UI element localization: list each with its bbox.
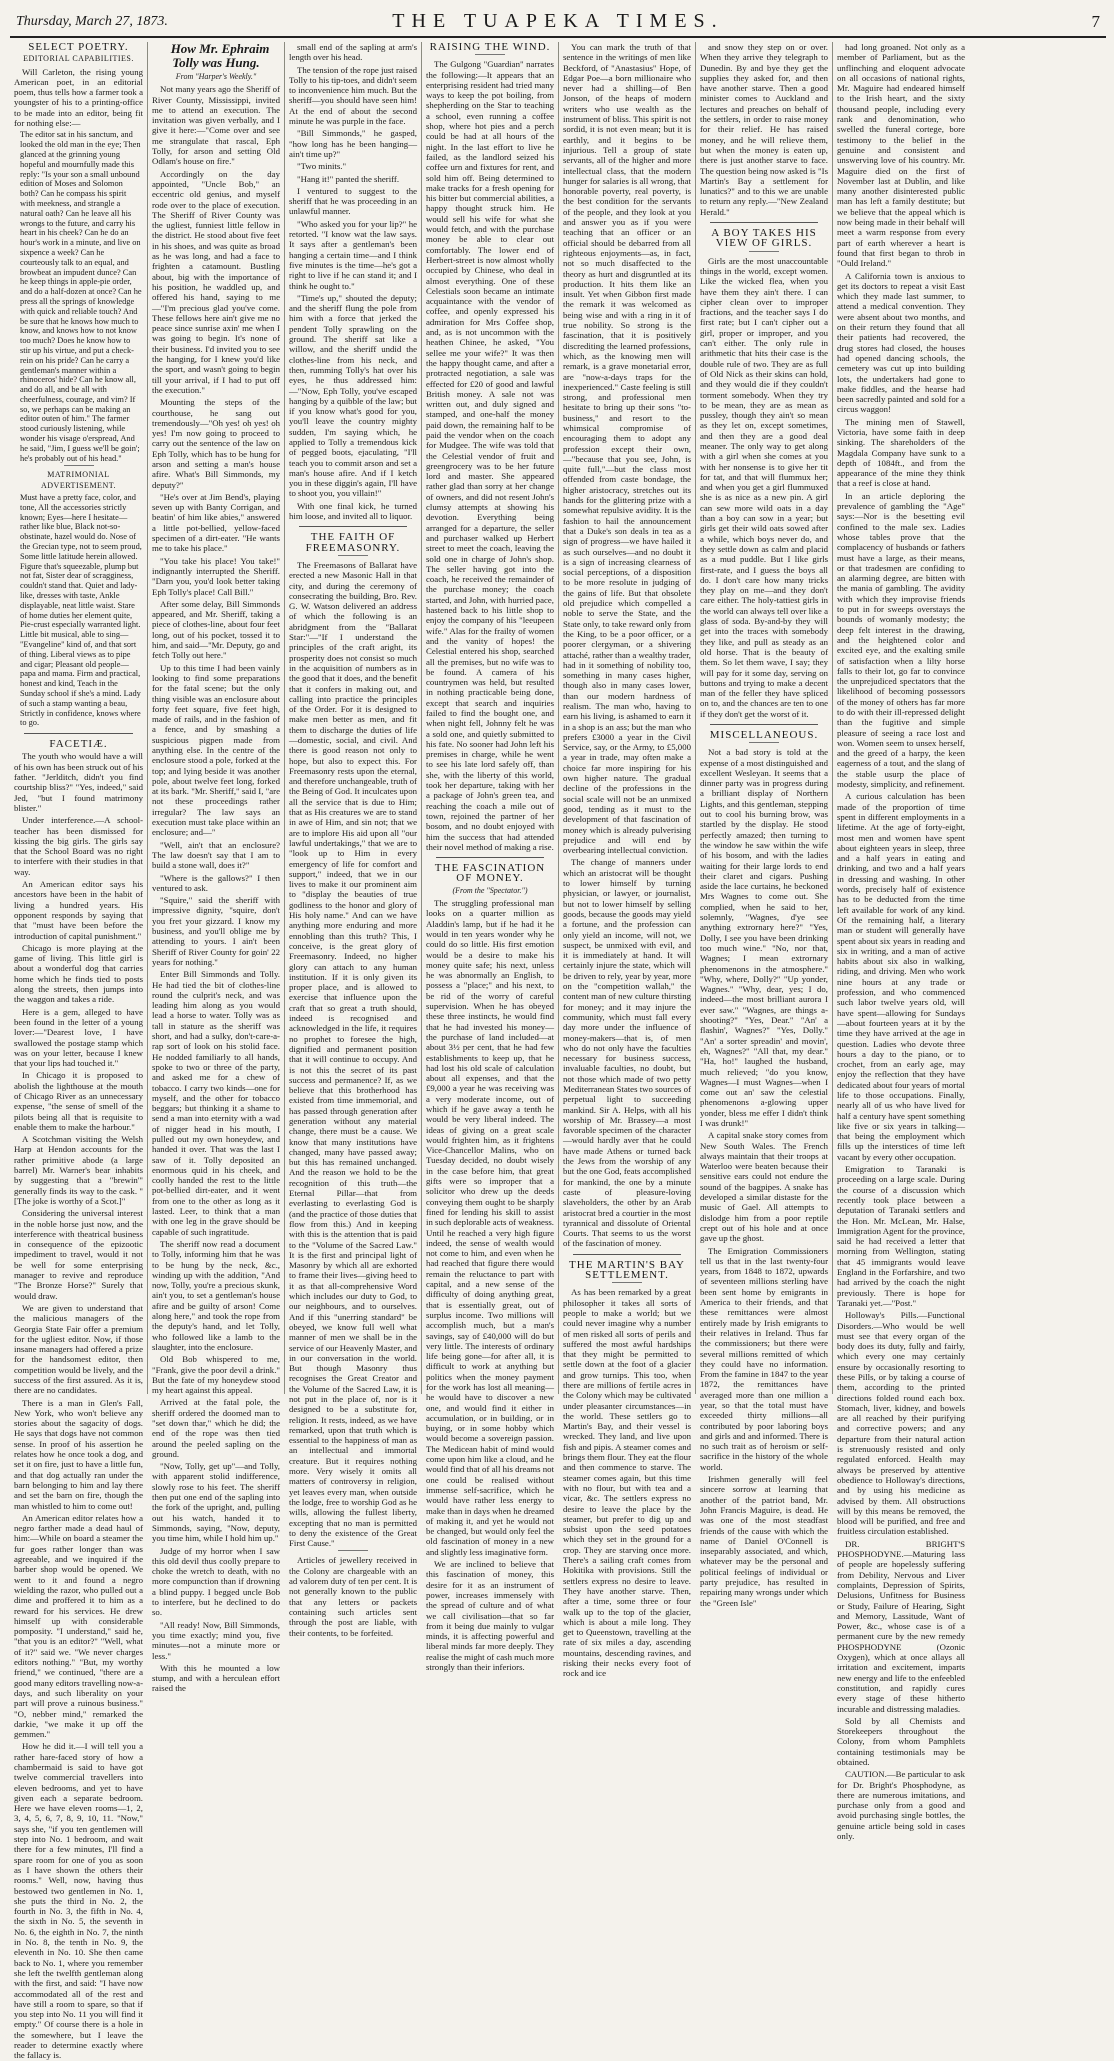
- article-paragraph: Under interference.—A school-teacher has been dismissed for kissing the big girls. The girls say that the School Board was no right to interfere with their studies in that way.: [14, 815, 143, 877]
- divider: [710, 724, 818, 725]
- divider: [749, 251, 779, 252]
- article-paragraph: The Emigration Commissioners tell us that in the last twenty-four years, from 1848 to 1872, upwards of seventeen millions sterling have been sent home by emigrants in America to their friends, and that these remittances were almost entirely made by Irish emigrants to their relatives in Ireland. Thus far the commissioners; but there were several millions remitted of which they could have no information. From the famine in 1847 to the year 1872, the remittances have averaged more than one million a year, so that the total must have exceeded thirty millions—all contributed by poor laboring boys and girls and and informed. There is no such trait as of heroism or self-sacrifice in the history of the whole world.: [700, 1245, 828, 1472]
- masthead: [10, 6, 1106, 38]
- article-paragraph: Here is a gem, alleged to have been found in the letter of a young lover:—"Dearest love, I have swallowed the postage stamp which was on your letter, because I knew that your lips had touched it.": [14, 1006, 143, 1069]
- article-paragraph: An American editor says his ancestors have been in the habit of living a hundred years. His opponent responds by saying that that "must have been before the introduction of capital punishment.": [14, 879, 143, 941]
- article-paragraph: "Time's up," shouted the deputy; and the sheriff flung the pole from him with a force that jerked the pendent Tolly sprawling on the ground. The sheriff sat like a willow, and the sheriff undid the clothes-line from his neck, and then, rumming Tolly's hat over his eyes, he thus addressed him:—"Now, Eph Tolly, you've escaped hanging by a quibble of the law; but if you know what's good for you, you'll leave the country mighty sudden, I'm saying which, he applied to Tolly a tremendous kick of pegged boots, ejaculating, "I'll teach you to commit arson and set a man's house afire. And if I ketch you in these diggin's again, I'll have to shoot you, you villain!": [289, 292, 417, 499]
- newspaper-title: THE TUAPEKA TIMES.: [392, 10, 724, 32]
- advertisement-paragraph: Sold by all Chemists and Storekeepers throughout the Colony, from whom Pamphlets containing testimonials may be obtained.: [837, 1715, 965, 1767]
- article-paragraph: A curious calculation has been made of the proportion of time spent in different employments in a lifetime. At the age of forty-eight, most men and women have spent about eighteen years in sleep, three and a half years in eating and drinking, and two and a half years in dressing and washing. In other words, precisely half of existence has to be deducted from the time left available for work of any kind. Of the remaining half, a literary man or student will generally have spent about six years in reading and six in writing, and a man of active habits about six also in walking, riding, and driving. Men who work nine hours at any trade or profession, and who commenced such labor twelve years old, will have spent—allowing for Sundays—about fourteen years at it by the time they have arrived at the age in question. Ladies who devote three hours a day to the piano, or to crochet, from an early age, may enjoy the reflection that they have dedicated about four years of mortal life to those occupations. Finally, nearly all of us who have lived for half a century have spent something like five or six years in talking—that being the employment which fills up the interstices of time left vacant by every other occupation.: [837, 791, 965, 1162]
- article-title-martins-bay: THE MARTIN'S BAY SETTLEMENT.: [569, 1258, 685, 1282]
- divider: [573, 1254, 681, 1255]
- poem-verse-matrimonial: Must have a pretty face, color, and tone, All the accessories strictly known; Eyes—here I hesitate—rather like blue, Black not-so-obstinate, hazel would do. Nose of the Grecian type, not to seem proud, Some little latitude herein allowed. Figure that's squeezable, plump but not fat, Sister dear of scragginess, couldn't stand that. Quiet and lady-like, dresses with taste, Ankle displayable, neat little waist. Stare of home duties her element quite, Pie-crust especially warranted light. Little bit musical, able to sing— "Evangeline" kind of, and that sort of thing. Liberal views as to pipe and cigar; Pleasant old people—papa and mama. Firm and practical, honest and kind, Teach in the Sunday school if she's a mind. Lady of such a stamp wanting a beau, Strictly in confidence, knows where to go.: [20, 493, 142, 728]
- section-heading-miscellaneous: MISCELLANEOUS.: [709, 729, 819, 741]
- article-paragraph: "Bill Simmonds," he gasped, "how long has he been hanging—ain't time up?": [289, 128, 417, 159]
- article-paragraph: As has been remarked by a great philosopher it takes all sorts of people to make a world; but we could never imagine why a number of men risked all sorts of perils and suffered the most awful hardships that they might be permitted to settle down at the foot of a glacier and grow turnips. This too, when there are millions of fertile acres in the Colony which may be cultivated under pleasanter circumstances—in the world. These settlers go to Martin's Bay, and their vessel is wrecked. They land, and live upon fish and pipis. A steamer comes and brings them flour. They eat the flour and then commence to starve. The steamer comes again, but this time with no flour, but with tea and a vicar, &c. The settlers express no desire to leave the place by the steamer, but prefer to dig up and subsist upon the seed potatoes which they set in the ground for a crop. They are starving once more. There's a sailing craft comes from Hokitika with provisions. Still the settlers express no desire to leave. They have another starve. Then, after a time, some three or four walk up to the top of the glacier, which is about a mile long. They get to Queenstown, travelling at the rate of six miles a day, ascending mountains, descending ravines, and risking their necks every foot of rock and ice: [563, 1287, 691, 1679]
- article-paragraph: The struggling professional man looks on a quarter million as Aladdin's lamp, but if he had it he would in ten years wonder why he could do so little. His first emotion would be a desire to make his money quite safe; his next, unless he was abnormally an English, to possess a "place;" and his next, to be rid of the worry of careful supervision. When he has obeyed these three instincts, he would find that he had invested his money—the purchase of land included—at about 3½ per cent, that he had few establishments to keep up, that he had lost his old scale of calculation about all expenses, and that the £9,000 a year he was receiving was a very moderate income, out of which if he gave away a tenth he would be very liberal indeed. The ideas of giving on a great scale would frighten him, as it frightens Vice-Chancellor Malins, who on Tuesday decided, no doubt wisely in the case before him, that great gifts were so improper that a solicitor who drew up the deeds conveying them ought to be sharply fined for lending his skill to assist in such deplorable acts of weakness. Until he reached a very high figure indeed, the sense of wealth would not come to him, and even when he had reached that figure there would remain the reluctance to part with capital, and a new sense of the difficulty of doing anything great, that is essentially great, out of surplus income. Two millions will accomplish much, but a man's savings, say of £40,000 will do but very little. The interests of ordinary life being gone—for after all, it is difficult to work at anything but politics when the money payment for the work has lost all meaning—he would have to discover a new one, and would find it either in accumulation, or in building, or in buying, or in some hobby which would become a sovereign passion. The Medicean habit of mind would come upon him like a cloud, and he would find that of all his dreams not one could be realised without immense self-sacrifice, which he would have rather less energy to make than in days when he dreamed of making it, and yet he would not be changed, but would only feel the old fascination of money in a new and slightly less imaginative form.: [426, 898, 555, 1557]
- divider: [338, 555, 368, 556]
- article-paragraph: "Now, Tolly, get up"—and Tolly, with apparent stolid indifference, slowly rose to his feet. The sheriff then put one end of the sapling into the fork of the upright, and, pulling out his watch, handed it to Simmonds, saying, "Now, deputy, you time him, while I hold him up.": [152, 1461, 280, 1544]
- article-paragraph: "All ready! Now, Bill Simmonds, you time exactly; mind you, five minutes—not a minute more or less.": [152, 1619, 280, 1661]
- article-paragraph: In an article deploring the prevalence of gambling the "Age" says:—Nor is the besetting evil confined to the male sex. Ladies whose tables prove that the complacency of husbands or fathers must have a large, as their means, or that tradesmen are confiding to an alarming degree, are bitten with the mania of gambling. The avidity with which they improvise friends to put in for sweeps overstays the bounds of womanly modesty; the deep felt interest in the drawing, and the heightened color and excited eye, and the exalting smile of satisfaction when a lilty horse falls to their lot, go far to convince the unprejudiced spectators that the likelihood of becoming possessors of the money of others has far more to do with their ill-repressed delight than the fugitive and simple pleasure of seeing a race lost and won. Women seem to unsex herself, and the greed of a harpy, the keen eagerness of a tout, and the slang of the stable usurp the place of modesty, simplicity, and refinement.: [837, 490, 965, 790]
- divider: [612, 1282, 642, 1283]
- article-paragraph: Judge of my horror when I saw this old devil thus coolly prepare to choke the wretch to death, with no more compunction than if drowning a blind puppy. I begged uncle Bob to interfere, but he declined to do so.: [152, 1545, 280, 1618]
- article-paragraph: In Chicago it is proposed to abolish the lighthouse at the mouth of Chicago River as an unnecessary expense, "the sense of smell of the pilots being all that is requisite to enable them to make the harbour.": [14, 1070, 143, 1132]
- poem-verse-editorial: The editor sat in his sanctum, and looked the old man in the eye; Then glanced at the grinning young hopeful and mournfully made this reply: "Is your son a small unbound edition of Moses and Solomon both? Can he compass his spirit with meekness, and strangle a natural oath? Can he leave all his wrongs to the future, and carry his heart in his cheek? Can he do an hour's work in a minute, and live on sixpence a week? Can he courteously talk to an equal, and browbeat an impudent dunce? Can he keep things in apple-pie order, and do a half-dozen at once? Can he press all the springs of knowledge with quick and reliable touch? And be sure that he knows how much to know, and knows how to not know too much? Does he know how to stir up his virtue, and put a check-rein on his pride? Can he carry a gentleman's manner within a rhinoceros' hide? Can he know all, and do all, and be all with cheerfulness, courage, and vim? If so, we perhaps can be making an editor outen of him." The farmer stood curiously listening, while wonder his visage o'erspread, And he said, "Jim, I guess we'll be goin'; he's probably out of his head.": [20, 130, 142, 463]
- article-source: From "Harper's Weekly.": [175, 72, 257, 81]
- article-title-freemasonry: THE FAITH OF FREEMASONRY.: [305, 531, 401, 554]
- article-paragraph: We are inclined to believe that this fascination of money, this desire for it as an instrument of power, increases immensely with the spread of culture and of what we call civilisation—that so far from it being due mainly to vulgar minds, it is affecting powerful and liberal minds far more deeply. They realise the might of cash much more strongly than their inferiors.: [426, 1559, 555, 1673]
- column-2: [147, 41, 284, 1694]
- section-heading-select-poetry: SELECT POETRY.: [28, 41, 129, 53]
- article-title-tolly: How Mr. Ephraim Tolly was Hung.: [170, 41, 270, 70]
- article-paragraph: The Freemasons of Ballarat have erected a new Masonic Hall in that city, and during the ceremony of consecrating the building, Bro. Rev. G. W. Watson delivered an address of which the following is an abridgment from the "Ballarat Star:"—"If I understand the principles of the craft aright, its prosperity does not consist so much in the acquisition of numbers as in the good that it does, and the benefit that it confers in making out, and calling into practice the principles of the Order. For it is designed to make men better as men, and fit them to discharge the duties of life—domestic, social, and civil. And there is good reason not only to hope, but also to expect this. For Freemasonry rests upon the eternal, and therefore unchangeable, truth of the Being of God. It inculcates upon all the service that is due to Him; that as His creatures we are to stand in awe of Him, and sin not; that we are to implore His aid upon all "our lawful undertakings," that we are to "look up to Him in every emergency of life for comfort and support," indeed, that we in our lives to make it our prominent aim to "display the beauties of true godliness to the honor and glory of His holy name." And can we have anything more enduring and more ennobling than this truth? This, I conceive, is the great glory of Freemasonry. Indeed, no higher glory can attach to any human institution. If it is only given its proper place, and is allowed to exercise that influence upon the craft that so great a truth should, indeed is recognised and acknowledged in the life, it requires no prophet to foresee the high, dignified and permanent position that it will continue to occupy. And is not this the secret of its past success and permanence? If, as we believe that this brotherhood has existed from time immemorial, and has passed through generation after generation without any material change, there must be a cause. We know that many institutions have changed, many have passed away; but this has remained unchanged. And the reason we hold to be the recognition of this truth—the Eternal Pillar—that from everlasting to everlasting God is (and the practice of those duties that flow from this.) And in keeping with this is the attention that is paid to the "Volume of the Sacred Law." It is the first and principal light of Masonry by which all are exhorted to frame their lives—giving heed to it as that all-comprehensive Word which includes our duty to God, to our neighbours, and to ourselves. And if this "unerring standard" be obeyed, we know full well what manner of men we shall be in the service of our Heavenly Master, and in our conversation in the world. But though Masonry thus recognises the Great Creator and the Volume of the Sacred Law, it is not put in the place of, nor is it designed to be a substitute for, religion. It rests, indeed, as we have remarked, upon that truth which is essential to the happiness of man as an intellectual and immortal creature. But it requires nothing more. Very wisely it omits all matters of controversy in religion, yet leaves every man, when outside the lodge, free to worship God as he wills, allowing the fullest liberty, excepting that no man is permitted to deny the existence of the Great First Cause.": [289, 559, 418, 1549]
- article-paragraph: How he did it.—I will tell you a rather hare-faced story of how a chambermaid is said to have got twelve commercial travellers into eleven bedrooms, and yet to have given each a separate bedroom. Here we have eleven rooms—1, 2, 3, 4, 5, 6, 7, 8, 9, 10, 11. "Now," says she, "if you ten gentlemen will step into No. 1 bedroom, and wait there for a few minutes, I'll find a spare room for one of you as soon as I have shown the others their rooms." Well, now, having thus bestowed two gentlemen in No. 1, she puts the third in No. 2, the fourth in No. 3, the fifth in No. 4, the sixth in No. 5, the seventh in No. 6, the eighth in No. 7, the ninth in No. 8, the tenth in No. 9, the eleventh in No. 10. She then came back to No. 1, where you remember she left the twelfth gentleman along with the first, and said: "I have now accommodated all of the rest and have still a room to spare, so that if you step into No. 11 you will find it empty." Of course there is a hole in the somewhere, but I leave the reader to determine exactly where the fallacy is.: [14, 1741, 143, 2061]
- article-source: (From the "Spectator."): [452, 885, 528, 895]
- article-paragraph: The tension of the rope just raised Tolly to his tip-toes, and didn't seem to inconvenience him much. But the sheriff—you should have seen him! At the end of about the second minute he was purple in the face.: [289, 64, 417, 127]
- article-paragraph: Not a bad story is told at the expense of a most distinguished and excellent Wesleyan. It seems that a dinner party was in progress during a brilliant display of Northern Lights, and this gentleman, stepping out to cool his burning brow, was startled by the display. He stood perfectly amazed; then turning to the window he saw within the wife of his bosom, and with the ladies waiting for their large lords to end their claret and cigars. Pushing aside the lace curtains, he beckoned Mrs Wagnes to come out. She complied, when he said to her, solemnly, "Wagnes, d'ye see anything extrornary here?" "Yes, Dolly, I see you have been drinking too much wine." "No, nor that, Wagnes; I mean extrornary phenomenons in the atmosphere." "Why, where, Dolly?" "Up yonder, Wagnes." "Why, dear, yes; I do, indeed—the most brilliant aurora I ever saw." "Wagnes, are things a-shooting?" "Yes, Dear." "An' a flashin', Wagnes?" "Yes, Dolly." "An' a sorter spreadin' and movin', eh, Wagnes?" "All that, my dear." "Ha, ho!" laughed the husband, much relieved; "do you know, Wagnes—I must Wagnes—when I come out an' saw the celestial phenomenons a-glowing upper yonder, bless me effer I didn't think I was drunk!": [700, 747, 828, 1128]
- article-paragraph: Girls are the most unaccountable things in the world, except women. Like the wicked flea, when you have them they ain't there. I can cipher clean over to improper fractions, and the teacher says I do first rate; but I can't cipher out a girl, proper or improper, and you can't either. The only rule in arithmetic that hits their case is the double rule of two. They are as full of Old Nick as their skins can hold, and they would die if they couldn't torment somebody. When they try to be mean, they are as mean as pussley, though they ain't so mean as they let on, except sometimes, and then they are a good deal meaner. The only way to get along with a girl when she comes at you with her nonsense is to give her tit for tat, and that will flummux her; and when you get a girl flummuxed she is as nice as a new pin. A girl can sew more wild oats in a day than a boy can sow in a year; but girls get their wild oats sowed after a while, which boys never do, and they settle down as calm and placid as a mud puddle. But I like girls first-rate, and I guess the boys all do. I don't care how many tricks they play on me—and they don't care either. The holy-tattiest girls in the world can always tell over like a glass of soda. By-and-by they will get into the traces with somebody they like, and pull as steady as an old horse. That is the beauty of them. So let them wave, I say; they will pay for it some day, serving on buttons and trying to make a decent man of the feller they have spliced on to, and the chances are ten to one if they don't get the worst of it.: [700, 255, 828, 719]
- article-paragraph: A California town is anxious to get its doctors to repeat a visit East which they made last summer, to attend a medical convention. They were absent about two months, and on their return they found that all their patients had recovered, the drug stores had closed, the houses had opened dancing schools, the cemetery was cut up into building lots, the undertakers had gone to make fiddles, and the hearse had been sacredly painted and sold for a circus waggon!: [837, 270, 965, 415]
- article-paragraph: The Gulgong "Guardian" narrates the following:—It appears that an enterprising resident had tried many ways to keep the pot boiling, from shepherding on the Star to teaching a school, even running a coffee shop, where hot pies and a perch could be had at all hours of the night. In the last effort to live he failed, as the landlord seized his coffee urn and fixtures for rent, and sold him off. Being determined to make tracks for a fresh opening for his bitter but commercial abilities, a happy thought struck him. He would sell his wife for what she would fetch, and with the purchase money be able to clear out comfortably. The lower end of Herbert-street is now almost wholly occupied by Chinese, who deal in almost everything. One of these Celestials soon became an intimate acquaintance with the vendor of coffee, and openly expressed his admiration for Mrs Coffee shop, and, as is not uncommon with the heathen Chinee, he asked, "You sellee me your wife?" It was then the happy thought came, and after a protracted negotiation, a sale was effected for £20 of good and lawful British money. A sale not was written out, and duly signed and stamped, and one-half the money paid down, the remaining half to be paid the vendor when on the coach for Mudgee. The wife was told that the Celestial vendor of fruit and greengrocery was to be her future lord and master. She appeared rather glad than sorry at her change of owners, and did not resent John's clumsy attempts at showing his devotion. Everything being arranged for a departure, the seller and purchaser walked up Herbert street to meet the coach, leaving the sold one in charge of John's shop. The seller having got into the coach, he received the remainder of the purchase money; the coach started, and John, with hurried pace, hastened back to his little shop to enjoy the company of his "leeupeen wife." Alas for the frailty of women and the vanity of hopes! the Celestial entered his shop, searched all the premises, but no wife was to be found. A camera of his countrymen was held, but resulted in nothing practicable being done, except that search and inquiries failed to find the bought one, and when night fell, Johnny felt he was a sold one, and quietly submitted to his fate. No sooner had John left his premises in charge, while he went to see his late lord safely off, than she, with the liberty of this world, took her departure, taking with her a package of John's green tea, and reaching the coach a mile out of town, rejoined the partner of her bosom, and no doubt enjoyed with him the success that had attended their novel method of making a rise.: [426, 59, 554, 852]
- article-paragraph: Considering the universal interest in the noble horse just now, and the interference with theatrical business in consequence of the epizootic impediment to travel, would it not be well for some enterprising manager to revive and reproduce "The Bronze Horse?" Surely that would draw.: [14, 1208, 143, 1301]
- article-paragraph: Mounting the steps of the courthouse, he sang out tremendously—"Oh yes! oh yes! oh yes! I'm now going to proceed to carry out the sentence of the law on Eph Tolly, which has to be hung for arson and setting a man's house afire. What's Bill Simmonds, my deputy?": [152, 397, 280, 490]
- article-paragraph: "You take his place! You take!" indignantly interrupted the Sheriff. "Darn you, you'd look better taking Eph Tolly's place! Call Bill.": [152, 555, 280, 597]
- column-6: [695, 42, 832, 1608]
- article-title-boy-view-of-girls: A BOY TAKES HIS VIEW OF GIRLS.: [711, 227, 817, 250]
- article-paragraph: With one final kick, he turned him loose, and invited all to liquor.: [289, 500, 417, 522]
- article-paragraph: The change of manners under which an aristocrat will be thought to lower himself by turning physician, or lawyer, or journalist, but not to lower himself by selling goods, because the goods may yield a fortune, and the profession can only yield an income, will not, we suspect, be unmixed with evil, and it is immediately at hand. It will certainly injure the state, which will be driven to rely, year by year, more on the "competition wallah," the content man of new culture thirsting for money; and it may injure the community, which must fall every day more under the influence of money-makers—that is, of men who do not only have the faculties necessary for business success, invaluable faculties, no doubt, but not those which made of two petty Mediterranean States two sources of perpetual light to succeeding mankind. Sir A. Helps, with all his worship of Mr. Brassey—a most favorable specimen of the character—would hardly aver that he could have made Athens or turned back the Jews from the worship of any but the one God, feats accomplished for mankind, the one by a minute caste of pleasure-loving slaveholders, the other by an Arab aristocrat bred a courtier in the most tyrannical and dissolute of Oriental Courts. That seems to us the worst of the fascination of money.: [563, 857, 692, 1249]
- poem-title-editorial-capabilities: EDITORIAL CAPABILITIES.: [23, 54, 134, 64]
- article-paragraph: We are given to understand that the malicious managers of the Georgia State Fair offer a premium for the ugliest editor. Now, if those insane managers had offered a prize for the handsomest editor, then competition would be lively, and the success of the first assured. As it is, there are no candidates.: [14, 1302, 143, 1396]
- poem-intro: Will Carleton, the rising young American poet, in an editorial poem, thus tells how a farmer took a youngster of his to a printing-office to be made into an editor, being fit for nothing else:—: [14, 66, 143, 129]
- article-paragraph: Irishmen generally will feel sincere sorrow at learning that another of the patriot band, Mr. John Francis Maguire, is dead. He was one of the most steadfast friends of the cause with which the name of Daniel O'Connell is inseparably associated, and which, whatever may be the personal and political feelings of individual or party prejudice, has resulted in repairing many wrongs under which the "Green Isle": [700, 1474, 828, 1608]
- article-paragraph: Up to this time I had been vainly looking to find some preparations for the fatal scene; but the only thing visible was an enclosure about forty feet square, five feet high, made of rails, and in the fashion of a fence, and by smashing a suspicious pigpen made from anything else. In the centre of the enclosure stood a pole, forked at the top; and lying beside it was another pole, about twelve feet long, forked at its bark. "Mr. Sheriff," said I, "are not these proceedings rather irregular? The law says an execution must take place within an enclosure; and—": [152, 662, 280, 838]
- divider: [710, 222, 818, 223]
- article-paragraph: Articles of jewellery received in the Colony are chargeable with an ad valorem duty of ten per cent. It is not generally known to the public that any letters or packets containing such articles sent through the post are liable, with their contents, to be forfeited.: [289, 1555, 417, 1638]
- poem-title-matrimonial: MATRIMONIAL ADVERTISEMENT.: [40, 470, 117, 490]
- column-4: [421, 41, 558, 1673]
- article-paragraph: Emigration to Taranaki is proceeding on a large scale. During the course of a discussion which recently took place between a deputation of Taranaki settlers and the Hon. Mr. McLean, Mr. Halse, Immigration Agent for the province, said he had received a letter that morning from Wellington, stating that 45 immigrants would leave England in the Forfarshire, and two had arrived by the coach the night previously. There is hope for Taranaki yet.—"Post.": [837, 1164, 965, 1308]
- column-5: [558, 42, 695, 1679]
- article-paragraph: A capital snake story comes from New South Wales. The French always maintain that their troops at Waterloo were beaten because their sensitive ears could not endure the sound of the bagpipes. A snake has developed a similar distaste for the music of Gael. All attempts to dislodge him from a poor reptile crept out of his hole and at once gave up the ghost.: [700, 1130, 828, 1244]
- article-title-raising-the-wind: RAISING THE WIND.: [429, 41, 551, 53]
- column-7: [832, 42, 969, 1842]
- article-title-fascination-of-money: THE FASCINATION OF MONEY.: [434, 862, 546, 885]
- article-paragraph: "Well, ain't that an enclosure? The law doesn't say that I am to build a stone wall, does it?": [152, 839, 280, 871]
- article-paragraph: "Two minits.": [297, 161, 347, 172]
- article-paragraph: "Where is the gallows?" I then ventured to ask.: [152, 872, 280, 893]
- column-1: [10, 41, 147, 2061]
- divider: [24, 733, 133, 734]
- article-paragraph: Accordingly on the day appointed, "Uncle Bob," an eccentric old genius, and myself rode over to the place of execution. The Sheriff of River County was the ugliest, funniest little fellow in the district. He stood about five feet in his shoes, and was quite as broad as he was long, and had a face to frighten a catamount. Bustling about, big with the importance of his position, he waddled up, and offered his hand, saying to me—"I'm precious glad you've come. These fellows here ain't give me no peace since sunrise axin' me when I was going to begin. It's none of their business. I'd invited you to see the hanging, for I knew you'd like the sport, and wasn't going to begin till your arrival, if I had to put off the execution.": [152, 168, 280, 395]
- advertisement-holloway: Holloway's Pills.—Functional Disorders.—Who would be well must see that every organ of the body does its duty, fully and fairly, which every one may certainly ensure by occasionally resorting to these Pills, or by taking a course of them, according to the printed directions folded round each box. Stomach, liver, kidney, and bowels are all reached by their purifying and corrective powers; and any departure from their natural action is strenuously resisted and only regulated enforced. Health may always be preserved by attentive obedience to Holloway's directions, and by using his medicine as advised by them. All obstructions will by this means be removed, the blood will be purified, and free and fruitless circulation established.: [837, 1310, 965, 1537]
- article-paragraph: "Squire," said the sheriff with impressive dignity, "squire, don't you fret your gizzard. I know my business, and you'll oblige me by attending to yours. I ain't been Sheriff of River County for goin' 22 years for nothing.": [152, 895, 280, 967]
- section-heading-facetiae: FACETIÆ.: [49, 738, 108, 751]
- article-paragraph: I ventured to suggest to the sheriff that he was proceeding in an unlawful manner.: [289, 185, 417, 217]
- advertisement-paragraph: CAUTION.—Be particular to ask for Dr. Bright's Phosphodyne, as there are numerous imitations, and purchase only from a good and avoid purchasing single bottles, the genuine article being sold in cases only.: [837, 1769, 965, 1842]
- article-paragraph: "Who asked you for your lip?" he retorted. "I know wat the law says. It says after a gentleman's been hanging a certain time—and I think five minutes is the time—he's got a right to live if he can stand it; and I think he ought to.": [289, 218, 417, 291]
- article-paragraph: A Scotchman visiting the Welsh Harp at Hendon accounts for the rather primitive abode (a large barrel) Mr. Warner's bear inhabits by suggesting that a "brewin'" generally finds its way to the cask. "[The joke is worthy of a Scot.]": [14, 1134, 143, 1206]
- article-paragraph: After some delay, Bill Simmonds appeared, and Mr. Sheriff, taking a piece of clothes-line, about four feet long, out of his pocket, tossed it to him, and said—"Mr. Deputy, go and fetch Tolly out here.": [152, 598, 280, 661]
- article-paragraph: Enter Bill Simmonds and Tolly. He had tied the bit of clothes-line round the culprit's neck, and was leading him along as you would lead a horse to water. Tolly was as tall in stature as the sheriff was short, and had a sulky, don't-care-a-rap sort of look on his stolid face. He nodded familiarly to all hands, spoke to two or three of the party, and asked me for a chew of tobacco. I carry two kinds—one for myself, and the other for tobacco beggars; but thinking it a shame to send a man into eternity with a wad of nigger head in his mouth, I pulled out my own honeydew, and handed it over. That was the last I saw of it. Tolly deposited an enormous quid in his cheek, and coolly handed the rest to the little pot-bellied dirt-eater, and it went from one to the other as long as it lasted. Leer, to think that a man with one leg in the grave should be capable of such ingratitude.: [152, 969, 280, 1237]
- article-paragraph: The sheriff now read a document to Tolly, informing him that he was to be hung by the neck, &c., winding up with the addition, "And now, Tolly, you're a precious skunk, ain't you, to set a gentleman's house afire and be guilty of arson! Come along here," and took the rope from the deputy's hand, and let Tolly, who followed like a lamb to the slaughter, into the enclosure.: [152, 1238, 280, 1352]
- article-paragraph: Chicago is more playing at the game of living. This little girl is about a wonderful dog that carries home which he finds tied to posts along the streets, then jumps into the waggon and takes a ride.: [14, 942, 143, 1005]
- divider: [436, 857, 544, 858]
- article-paragraph: You can mark the truth of that sentence in the writings of men like Beckford, of "Anastasius" Hope, of Edgar Poe—a born millionaire who never had a shilling—of Ben Jonson, of the heaps of modern writers who use wealth as the instrument of bliss. This spirit is not sordid, it is not even mean; but it is earthly, and it begins to be injurious. Tell a group of state servants, all of the higher and more intellectual class, that the modern hunger for salaries is all wrong, that honorable poverty, real poverty, is the best condition for the servants of the people, and they look at you and answer you as if you were teaching that an officer or an official should be debarred from all righteous enjoyments—as, in fact, not so much disaffected to the theory as hurt and disgruntled at its production. It hits them like an insult. Yet when Gibbon first made the remark it was welcomed as being wise and with a ring in it of true nobility. So strong is the fascination, that it is positively discrediting the learned professions, which, as the knowing men will remark, is a grave monetarial error, are "now-a-days traps for the inexperienced." Caste feeling is still strong, and professional men hesitate to bring up their sons "to-business," and resort to the whimsical compromise of encouraging them to adopt any profession except their own,—"because that you see, John, is quite full,"—but the class most offended from caste bondage, the higher aristocracy, stretches out its hands for the glittering prize with a somewhat repulsive avidity. It is the fashion to hail the announcement that a Duke's son deals in tea as a sign of progress—we have hailed it as such ourselves—and no doubt it is a sign of increasing clearness of social perceptions, of a disposition to be more resolute in judging of the gains of life. But that obsolete old prejudice which compelled a noble to serve the State, and the State only, to take reward only from the King, to be a poor officer, or a poorer clergyman, or a shivering attaché, rather than a wealthy trader, had in it something of nobility too, something in many cases higher, though also in many cases lower, than our modern hardness of realism. The man who, having to earn his living, is ashamed to earn it in a shop is an ass; but the man who prefers £3000 a year in the Civil Service, say, or the Army, to £5,000 a year in trade, may often make a choice far more inspiring for his own higher nature. The gradual decline of the professions in the social scale will not be an unmixed good, tending as it must to the development of that fascination of money which is already pulverising prejudice and will end by overbearing intellectual conviction.: [563, 42, 691, 856]
- column-3: [284, 42, 421, 1638]
- article-paragraph: Old Bob whispered to me, "Frank, give the poor devil a drink." But the fate of my honeydew stood my heart against this appeal.: [152, 1354, 280, 1396]
- divider: [475, 54, 505, 55]
- divider: [338, 1550, 368, 1551]
- article-paragraph: "He's over at Jim Bend's, playing seven up with Banty Corrigan, and beatin' of him like abies," answered a little pot-bellied, yellow-faced specimen of a dirt-eater. "He wants me to take his place.": [152, 491, 280, 554]
- article-paragraph: The youth who would have a will of his own has been struck out of his father. "Jerlditch, didn't you find courtship bliss?" "Yes, indeed," said Jed, "but I found matrimony blister.": [14, 751, 144, 813]
- article-paragraph: small end of the sapling at arm's length over his head.: [289, 42, 417, 63]
- divider: [64, 465, 94, 466]
- page-number: 7: [1091, 12, 1100, 31]
- article-paragraph: With this he mounted a low stump, and with a herculean effort raised the: [152, 1662, 280, 1694]
- article-paragraph: An American editor relates how a negro farther made a dead haul of him:—While on board a steamer the fur goes rather longer than was agreeable, and we inquired if the barber shop would be opened. We went to it and found a negro wielding the razor, who pulled out a dime and proffered it to him as a reward for his services. He drew himself up with considerable pomposity. "I understand," said he, "that you is an editor?" "Well, what of it?" said we. "We never charges editors nothing." "But, my worthy friend," we continued, "there are a good many editors travelling now-a-days, and such liberality on your part will prove a ruinous business." "O, nebber mind," remarked the darkie, "we make it up off the gemmen.": [14, 1512, 143, 1740]
- article-paragraph: Arrived at the fatal pole, the sheriff ordered the doomed man to "set down thar," which he did; the end of the rope was then tied around the peeled sapling on the ground.: [152, 1397, 280, 1459]
- article-paragraph: had long groaned. Not only as a member of Parliament, but as the unflinching and eloquent advocate on all occasions of national rights, Mr. Maguire had endeared himself to the Irish heart, and the sixty thousand people, including every rank and denomination, who swelled the funeral cortege, bore testimony to the belief in the genuine and consistent and unswerving love of his country. Mr. Maguire died on the first of November last at Dublin, and like many another disinterested public man has left a family destitute; but we believe that the appeal which is now being made in their behalf will meet a warm response from every part of earth wherever a heart is found that first began to throb in "Ould Ireland.": [837, 42, 965, 269]
- columns: [10, 41, 1106, 2061]
- divider: [749, 742, 779, 743]
- advertisement-phosphodyne: DR. BRIGHT'S PHOSPHODYNE.—Maturing lass of people are hopelessly suffering from Debility, Nervous and Liver complaints, Depression of Spirits, Delusions, Unfitness for Business or Study, Failure of Hearing, Sight and Memory, Lassitude, Want of Power, &c., whose case is of a permanent cure by the new remedy PHOSPHODYNE (Ozonic Oxygen), which at once allays all irritation and excitement, imparts new energy and life to the enfeebled constitution, and rapidly cures every stage of these hitherto incurable and distressing maladies.: [837, 1538, 965, 1714]
- article-paragraph: There is a man in Glen's Fall, New York, who won't believe any stories about the sagacity of dogs. He says that dogs have not common sense. In proof of his assertion he relates how he once took a dog, and set it on fire, just to have a little fun, and that dog actually ran under the barn belonging to him and lay there and set the barn on fire, though the man whistled to him to come out!: [14, 1397, 143, 1511]
- article-paragraph: The mining men of Stawell, Victoria, have some faith in deep sinking. The shareholders of the Magdala Company have sunk to a depth of 1084ft., and from the appearance of the mine they think that a reef is close at hand.: [837, 416, 965, 489]
- article-paragraph: Not many years ago the Sheriff of River County, Mississippi, invited me to attend an execution. The invitation was given verbally, and I give it here:—"Come over and see me strangulate that rascal, Eph Tolly, for arson and setting Old Odlam's house on fire.": [152, 84, 280, 167]
- divider: [299, 526, 407, 527]
- article-paragraph: and snow they step on or over. When they arrive they telegraph to Dunedin. By and bye they get the supplies they asked for, and then have another starve. Then a good minister comes to Auckland and lectures and preaches on behalf of the settlers, in order to raise money for their relief. He has raised money, and he will relieve them, but when the money is eaten up, there is just another starve to face. The question being now asked is "Is Martin's Bay a settlement for lunatics?" and to this we are unable to return any reply.—"New Zealand Herald.": [700, 42, 828, 217]
- article-paragraph: "Hang it!" panted the sheriff.: [297, 173, 400, 184]
- issue-date: Thursday, March 27, 1873.: [16, 14, 168, 29]
